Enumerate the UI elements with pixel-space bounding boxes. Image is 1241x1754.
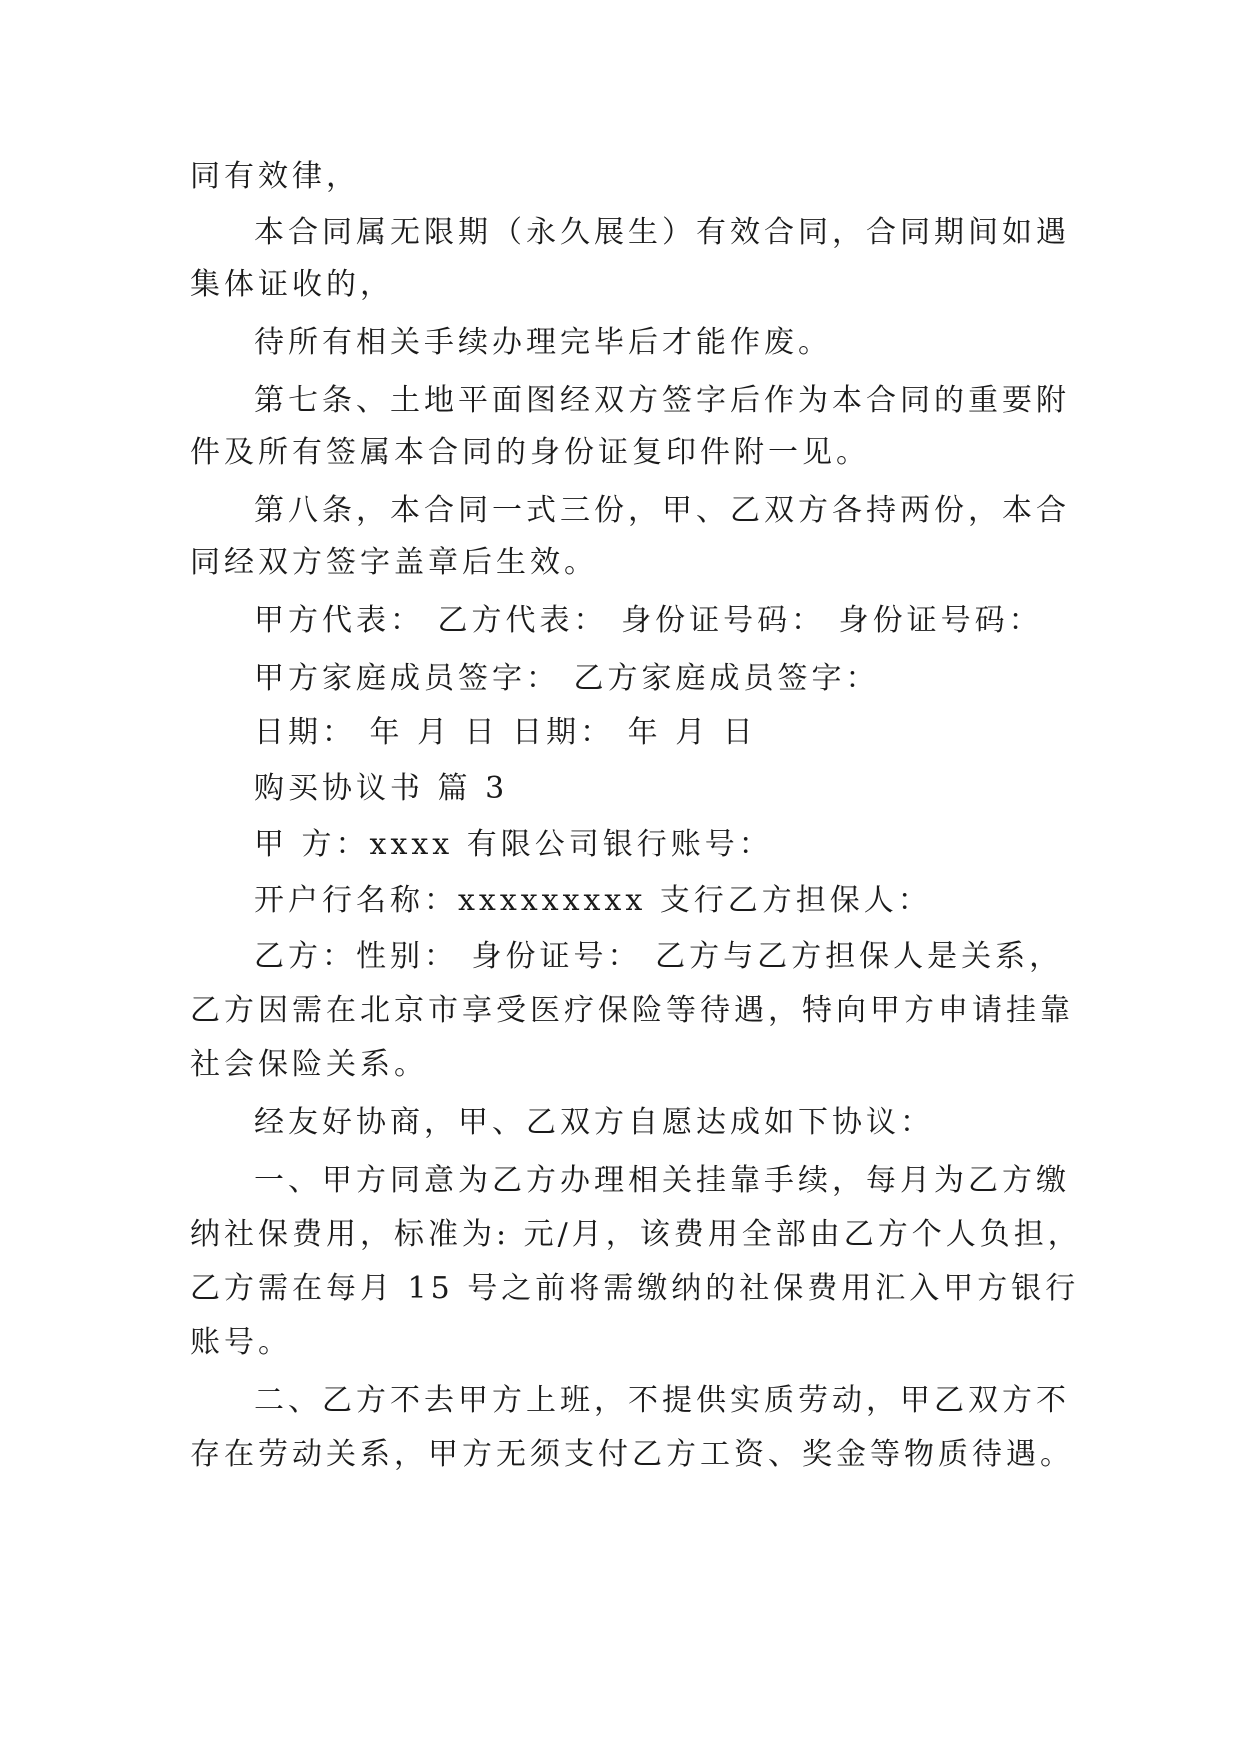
text-line: 经友好协商，甲、乙双方自愿达成如下协议： <box>254 1105 934 1140</box>
text-line: 一、甲方同意为乙方办理相关挂靠手续，每月为乙方缴 <box>254 1163 1070 1198</box>
text-line: 存在劳动关系，甲方无须支付乙方工资、奖金等物质待遇。 <box>190 1437 1074 1472</box>
text-line: 同经双方签字盖章后生效。 <box>190 545 598 580</box>
text-line: 购买协议书 篇 3 <box>254 771 509 806</box>
text-line: 件及所有签属本合同的身份证复印件附一见。 <box>190 435 870 470</box>
text-line: 甲 方：xxxx 有限公司银行账号： <box>254 827 773 862</box>
text-line: 纳社保费用，标准为: 元/月，该费用全部由乙方个人负担， <box>190 1217 1082 1252</box>
text-line: 乙方：性别： 身份证号： 乙方与乙方担保人是关系， <box>254 939 1064 974</box>
text-line: 开户行名称：xxxxxxxxx 支行乙方担保人： <box>254 883 932 918</box>
text-line: 日期： 年 月 日 日期： 年 月 日 <box>254 715 757 750</box>
text-line: 账号。 <box>190 1325 292 1360</box>
text-line: 同有效律， <box>190 159 360 194</box>
text-line: 社会保险关系。 <box>190 1047 428 1082</box>
text-line: 甲方家庭成员签字： 乙方家庭成员签字： <box>254 661 880 696</box>
text-line: 乙方需在每月 15 号之前将需缴纳的社保费用汇入甲方银行 <box>190 1271 1080 1306</box>
text-line: 二、乙方不去甲方上班，不提供实质劳动，甲乙双方不 <box>254 1383 1070 1418</box>
text-line: 第八条，本合同一式三份，甲、乙双方各持两份，本合 <box>254 493 1070 528</box>
text-line: 待所有相关手续办理完毕后才能作废。 <box>254 325 832 360</box>
text-line: 本合同属无限期（永久展生）有效合同，合同期间如遇 <box>254 215 1070 250</box>
text-line: 集体证收的， <box>190 267 394 302</box>
text-line: 甲方代表： 乙方代表： 身份证号码： 身份证号码： <box>254 603 1043 638</box>
text-line: 乙方因需在北京市享受医疗保险等待遇，特向甲方申请挂靠 <box>190 993 1074 1028</box>
text-line: 第七条、土地平面图经双方签字后作为本合同的重要附 <box>254 383 1070 418</box>
